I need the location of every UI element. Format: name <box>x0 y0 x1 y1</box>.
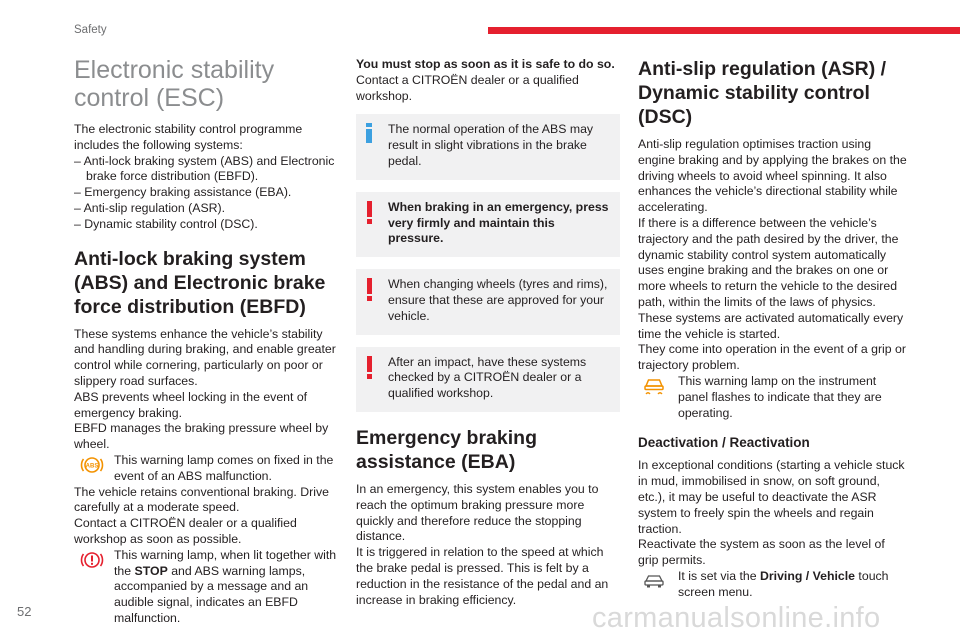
column-1 <box>74 52 338 627</box>
contact-dealer-text: Contact a CITROËN dealer or a qualified workshop. <box>356 72 579 103</box>
abs-paragraph: ABS prevents wheel locking in the event of emergency braking. <box>74 389 308 420</box>
esc-list-item: – Anti-lock braking system (ABS) and Electronic brake force distribution (EBFD). <box>74 153 335 184</box>
abs-heading: Anti-lock braking system (ABS) and Electronic brake force distribution (EBFD) <box>74 247 326 318</box>
warning-icon <box>366 356 372 379</box>
abs-paragraph: These systems enhance the vehicle’s stability and handling during braking, and enable greater control while cornering, particularly on poor or slippery road surfaces. <box>74 326 336 388</box>
watermark: carmanualsonline.info <box>592 602 881 634</box>
page-number: 52 <box>17 604 32 619</box>
header-accent-bar <box>488 27 960 34</box>
asr-paragraph: Anti-slip regulation optimises traction using engine braking and by applying the brakes on the driving wheels to avoid wheel spinning. It also enhances the vehicle’s directional stability while accelerating. <box>638 137 907 215</box>
warning-box <box>356 347 620 412</box>
abs-warning-lamp-icon <box>80 455 104 475</box>
abs-paragraph: EBFD manages the braking pressure wheel by wheel. <box>74 421 329 452</box>
eba-paragraph: In an emergency, this system enables you to reach the optimum braking pressure more quickly and therefore reduce the stopping distance. <box>356 481 599 544</box>
info-note-box <box>356 114 620 179</box>
asr-paragraph: They come into operation in the event of a grip or trajectory problem. <box>638 342 906 373</box>
esc-list-item: – Dynamic stability control (DSC). <box>74 216 258 231</box>
warning-text: When changing wheels (tyres and rims), ensure that these are approved for your vehicle. <box>388 277 608 323</box>
column-3 <box>638 57 908 601</box>
abs-lamp-text: This warning lamp comes on fixed in the event of an ABS malfunction. <box>114 452 334 483</box>
car-menu-icon <box>642 571 666 591</box>
section-label: Safety <box>74 24 107 36</box>
esc-intro: The electronic stability control programme includes the following systems: <box>74 122 303 152</box>
esc-title: Electronic stability control (ESC) <box>74 56 275 112</box>
skid-car-warning-lamp-icon <box>642 376 666 396</box>
asr-dsc-heading: Anti-slip regulation (ASR) / Dynamic stability control (DSC) <box>638 58 887 128</box>
deactivation-paragraph: Reactivate the system as soon as the level of grip permits. <box>638 537 885 568</box>
warning-box <box>356 269 620 334</box>
svg-text:ABS: ABS <box>85 463 99 470</box>
warning-box <box>356 192 620 257</box>
warning-icon <box>366 201 372 224</box>
asr-paragraph: These systems are activated automatically every time the vehicle is started. <box>638 310 904 341</box>
deactivation-paragraph: In exceptional conditions (starting a vehicle stuck in mud, immobilised in snow, on soft ground, etc.), it may be useful to deactivate the ASR system to freely spin the wheels and regain traction. <box>638 458 905 536</box>
asr-lamp-block <box>638 374 908 421</box>
asr-paragraph: If there is a difference between the vehicle’s trajectory and the path desired by the driver, the dynamic stability control system automatically uses engine braking and the brakes on one or more wheels to return the vehicle to the desired path, within the limits of the laws of physics. <box>638 215 899 309</box>
deactivation-heading: Deactivation / Reactivation <box>638 435 810 451</box>
eba-paragraph: It is triggered in relation to the speed at which the brake pedal is pressed. This is felt by a reduction in the resistance of the pedal and an increase in braking efficiency. <box>356 545 609 607</box>
warning-icon <box>366 278 372 301</box>
menu-block <box>638 569 908 601</box>
warning-text: After an impact, have these systems checked by a CITROËN dealer or a qualified workshop. <box>388 354 587 401</box>
column-2 <box>356 57 620 608</box>
info-note-text: The normal operation of the ABS may result in slight vibrations in the brake pedal. <box>388 122 594 168</box>
esc-list-item: – Emergency braking assistance (EBA). <box>74 185 292 200</box>
abs-lamp-block <box>74 453 338 485</box>
menu-text: It is set via the Driving / Vehicle touch screen menu. <box>678 568 889 599</box>
brake-warning-lamp-icon <box>80 550 104 570</box>
eba-heading: Emergency braking assistance (EBA) <box>356 426 537 473</box>
asr-lamp-text: This warning lamp on the instrument panel flashes to indicate that they are operating. <box>678 373 882 420</box>
warning-text: When braking in an emergency, press very firmly and maintain this pressure. <box>388 199 609 246</box>
esc-list-item: – Anti-slip regulation (ASR). <box>74 200 226 215</box>
stop-instruction: You must stop as soon as it is safe to do so. <box>356 57 615 71</box>
abs-lamp-paragraph: The vehicle retains conventional braking. Drive carefully at a moderate speed. <box>74 484 329 515</box>
info-icon <box>366 123 372 143</box>
ebfd-lamp-text: This warning lamp, when lit together with the STOP and ABS warning lamps, accompanied by a message and an audible signal, indicates an EBFD malfunction. <box>114 547 337 625</box>
ebfd-lamp-block <box>74 548 338 627</box>
abs-lamp-paragraph: Contact a CITROËN dealer or a qualified workshop as soon as possible. <box>74 516 297 546</box>
